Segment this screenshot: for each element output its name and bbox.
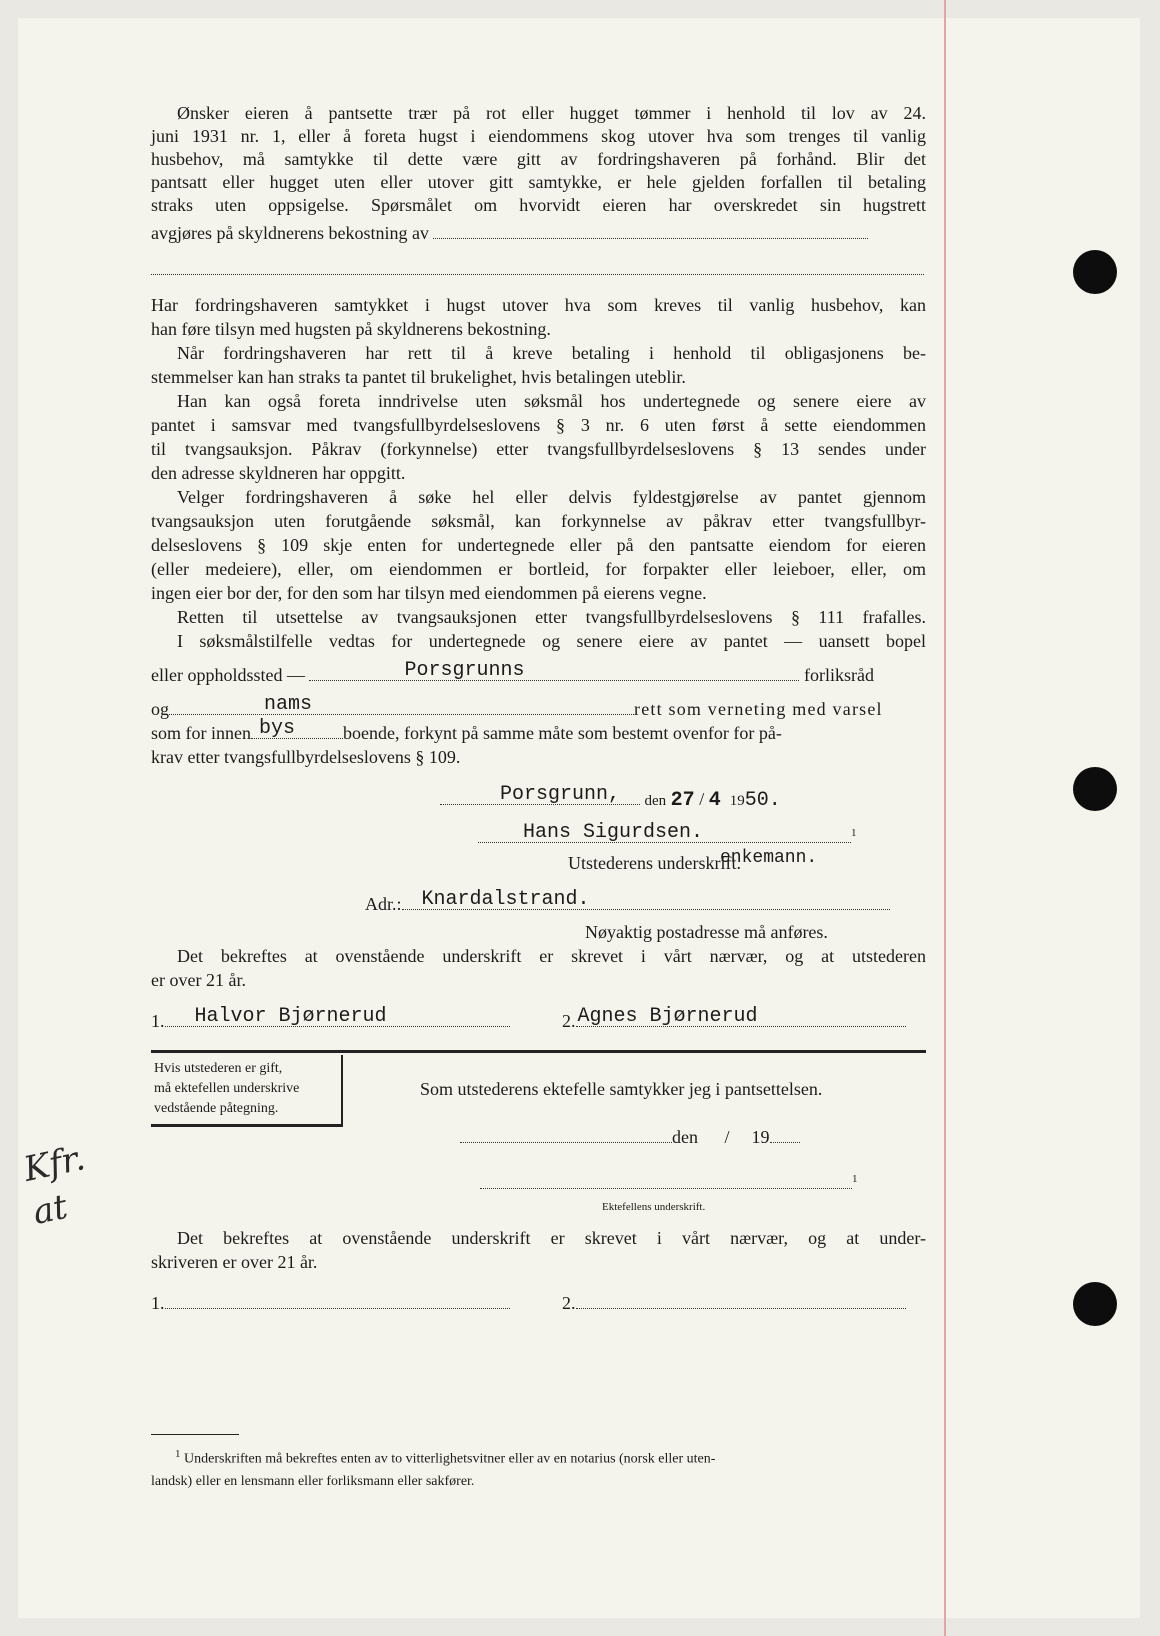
address-line bbox=[365, 888, 890, 915]
section-divider bbox=[151, 1050, 926, 1053]
label: 2. bbox=[562, 1293, 576, 1313]
footnote-mark: 1 bbox=[175, 1448, 181, 1460]
label: forliksråd bbox=[803, 665, 874, 685]
rett-field[interactable] bbox=[169, 693, 634, 716]
label: rett som verneting med varsel bbox=[634, 699, 883, 719]
label: den bbox=[672, 1127, 698, 1147]
label: som for innen bbox=[151, 723, 251, 743]
spouse-place-field[interactable] bbox=[460, 1126, 672, 1143]
spouse-year-field[interactable] bbox=[770, 1126, 800, 1143]
witness-2-field[interactable] bbox=[576, 1005, 906, 1028]
address-value: Knardalstrand. bbox=[421, 888, 590, 911]
text-line: Han kan også foreta inndrivelse uten søksmål hos undertegnede og senere eiere av bbox=[177, 391, 926, 411]
text-line: pantet i samsvar med tvangsfullbyrdelseslovens § 3 nr. 6 uten først å sette eiendommen bbox=[151, 415, 926, 435]
text-line: Velger fordringshaveren å søke hel eller delvis fyldestgjørelse av pantet gjennom bbox=[177, 487, 926, 507]
text-line: Retten til utsettelse av tvangsauksjonen etter tvangsfullbyrdelseslovens § 111 frafalles. bbox=[177, 607, 926, 627]
box-line: vedstående påtegning. bbox=[154, 1101, 279, 1116]
footnote-mark: 1 bbox=[852, 1173, 858, 1185]
handwritten-note: Kfr. at bbox=[20, 1138, 89, 1233]
text-line: han føre tilsyn med hugsten på skyldnerens bekostning. bbox=[151, 319, 551, 339]
forliksrad-field[interactable] bbox=[309, 659, 799, 682]
address-note: Nøyaktig postadresse må anføres. bbox=[585, 922, 828, 942]
place-field[interactable] bbox=[440, 783, 640, 806]
label: 1. bbox=[151, 1011, 165, 1031]
text-line: I søksmålstilfelle vedtas for undertegnede og senere eiere av pantet — uansett bopel bbox=[177, 631, 926, 651]
witness-1-name: Halvor Bjørnerud bbox=[194, 1005, 387, 1028]
footnote-line: landsk) eller en lensmann eller forliksmann eller sakfører. bbox=[151, 1473, 475, 1489]
text-line: (eller medeiere), eller, om eiendommen er bortleid, for forpakter eller leieboer, eller, om bbox=[151, 559, 926, 579]
witness-1-field[interactable] bbox=[165, 1292, 510, 1309]
label: eller oppholdssted — bbox=[151, 665, 305, 685]
label: 2. bbox=[562, 1011, 576, 1031]
text-line: ingen eier bor der, for den som har tilsyn med eiendommen på eierens vegne. bbox=[151, 583, 707, 603]
signature-label: Utstederens underskrift. bbox=[568, 853, 741, 873]
text-line: delseslovens § 109 skje enten for undertegnede eller på den pantsatte eiendom for eieren bbox=[151, 535, 926, 555]
text-line: stemmelser kan han straks ta pantet til brukelighet, hvis betalingen uteblir. bbox=[151, 367, 686, 387]
date-line bbox=[440, 783, 781, 812]
signature-line bbox=[478, 822, 857, 848]
witness-line bbox=[151, 1005, 926, 1032]
text-line: Har fordringshaveren samtykket i hugst utover hva som kreves til vanlig husbehov, kan bbox=[151, 295, 926, 315]
witness-2-field[interactable] bbox=[576, 1292, 906, 1309]
text-line: Det bekreftes at ovenstående underskrift er skrevet i vårt nærvær, og at under- bbox=[177, 1228, 926, 1248]
text-line: er over 21 år. bbox=[151, 970, 246, 990]
place-value: Porsgrunn, bbox=[500, 783, 621, 806]
spouse-consent: Som utstederens ektefelle samtykker jeg i pantsettelsen. bbox=[420, 1079, 823, 1099]
spouse-date-line bbox=[460, 1126, 800, 1148]
punch-hole bbox=[1073, 1282, 1117, 1326]
label: den bbox=[644, 793, 667, 809]
label: 19 bbox=[751, 1127, 770, 1147]
footnote bbox=[151, 1443, 716, 1493]
box-line: må ektefellen underskrive bbox=[154, 1081, 300, 1096]
box-line: Hvis utstederen er gift, bbox=[154, 1061, 283, 1076]
blank-field[interactable] bbox=[433, 222, 868, 239]
text-line: straks uten oppsigelse. Spørsmålet om hvorvidt eieren har overskredet sin hugstrett bbox=[151, 195, 926, 215]
blank-line[interactable] bbox=[151, 258, 926, 280]
label: / bbox=[699, 789, 705, 809]
witness-2-name: Agnes Bjørnerud bbox=[577, 1005, 758, 1028]
rett-value: nams bbox=[264, 693, 313, 716]
label: 1. bbox=[151, 1293, 165, 1313]
text-line: husbehov, må samtykke til dette være gitt av fordringshaveren på forhånd. Blir det bbox=[151, 149, 926, 169]
text-line: krav etter tvangsfullbyrdelseslovens § 109. bbox=[151, 747, 461, 767]
margin-rule bbox=[944, 0, 946, 1636]
address-field[interactable] bbox=[402, 888, 890, 911]
text-line: Det bekreftes at ovenstående underskrift er skrevet i vårt nærvær, og at utstederen bbox=[177, 946, 926, 966]
label: Adr.: bbox=[365, 894, 402, 914]
punch-hole bbox=[1073, 767, 1117, 811]
footnote-rule bbox=[151, 1434, 239, 1435]
avgjores-line bbox=[151, 222, 926, 244]
label: boende, forkynt på samme måte som bestemt ovenfor for på- bbox=[342, 723, 782, 743]
year-value[interactable]: 50. bbox=[744, 789, 781, 812]
footnote-mark: 1 bbox=[851, 827, 857, 839]
label: / bbox=[724, 1127, 730, 1147]
spouse-signature-field[interactable] bbox=[480, 1172, 852, 1189]
text-line: Ønsker eieren å pantsette trær på rot eller hugget tømmer i henhold til lov av 24. bbox=[177, 103, 926, 123]
text-line: tvangsauksjon uten forutgående søksmål, kan forkynnelse av påkrav etter tvangsfullbyr- bbox=[151, 511, 926, 531]
witness-1-field[interactable] bbox=[165, 1005, 510, 1028]
label: og bbox=[151, 699, 169, 719]
spouse-signature-label: Ektefellens underskrift. bbox=[602, 1201, 706, 1213]
label: 19 bbox=[729, 793, 745, 809]
avgjores-label: avgjøres på skyldnerens bekostning av bbox=[151, 223, 429, 243]
day-value[interactable]: 27 bbox=[670, 789, 695, 812]
text-line: juni 1931 nr. 1, eller å foreta hugst i eiendommens skog utover hva som trenges til vanlig bbox=[151, 126, 926, 146]
innen-line bbox=[151, 717, 926, 744]
forliksrad-line bbox=[151, 659, 926, 686]
witness-line bbox=[151, 1292, 926, 1314]
footnote-line: Underskriften må bekreftes enten av to vitterlighetsvitner eller av en notarius (norsk eller uten- bbox=[184, 1451, 716, 1467]
signer-name: Hans Sigurdsen. bbox=[523, 821, 704, 844]
text-line: skriveren er over 21 år. bbox=[151, 1252, 318, 1272]
month-value[interactable]: 4 bbox=[708, 789, 721, 812]
spouse-instruction-box bbox=[151, 1055, 343, 1127]
innen-value: bys bbox=[258, 717, 295, 740]
text-line: Når fordringshaveren har rett til å kreve betaling i henhold til obligasjonens be- bbox=[177, 343, 926, 363]
spouse-signature-line bbox=[480, 1168, 858, 1194]
signature-field[interactable] bbox=[478, 821, 851, 844]
text-line: den adresse skyldneren har oppgitt. bbox=[151, 463, 406, 483]
forliksrad-value: Porsgrunns bbox=[404, 659, 525, 682]
punch-hole bbox=[1073, 250, 1117, 294]
text-line: pantsatt eller hugget uten eller utover gitt samtykke, er hele gjelden forfallen til betaling bbox=[151, 172, 926, 192]
marital-status: enkemann. bbox=[720, 848, 818, 868]
innen-field[interactable] bbox=[251, 717, 343, 740]
text-line: til tvangsauksjon. Påkrav (forkynnelse) etter tvangsfullbyrdelseslovens § 13 sendes under bbox=[151, 439, 926, 459]
